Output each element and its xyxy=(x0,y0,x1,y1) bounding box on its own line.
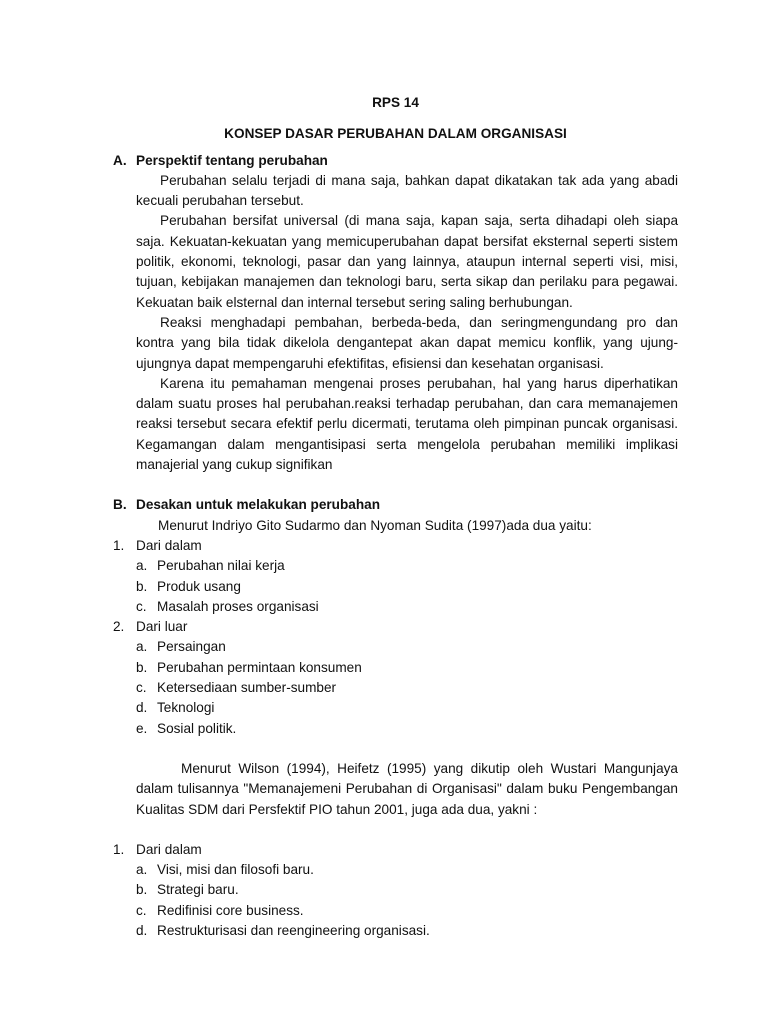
sub-letter: d. xyxy=(136,700,148,716)
sub-letter: b. xyxy=(136,659,148,675)
section-b-intro xyxy=(135,516,678,536)
list-item xyxy=(113,617,678,637)
sub-list-item xyxy=(136,860,678,880)
sub-text: Masalah proses organisasi xyxy=(157,598,319,614)
list-label: Dari luar xyxy=(136,619,188,635)
section-a-heading xyxy=(113,151,678,171)
spacer xyxy=(113,820,678,840)
paragraph: Perubahan selalu terjadi di mana saja, bahkan dapat dikatakan tak ada yang abadi kecuali perubahan tersebut. xyxy=(136,172,678,209)
sub-list-item xyxy=(136,921,678,941)
sub-list-item xyxy=(136,658,678,678)
sub-list-item xyxy=(136,698,678,718)
sub-list-item xyxy=(136,678,678,698)
sub-text: Persaingan xyxy=(157,639,226,655)
sub-text: Redifinisi core business. xyxy=(157,902,304,918)
sub-list-item xyxy=(136,597,678,617)
list-label: Dari dalam xyxy=(136,537,202,553)
section-b-heading xyxy=(113,495,678,515)
list-number: 1. xyxy=(113,537,125,553)
sub-letter: d. xyxy=(136,922,148,938)
list-label: Dari dalam xyxy=(136,841,202,857)
reasons-list-1 xyxy=(113,536,678,739)
paragraph: Menurut Wilson (1994), Heifetz (1995) yang dikutip oleh Wustari Mangunjaya dalam tulisannya "Memanajemeni Perubahan di Organisasi" dalam buku Pengembangan Kualitas SDM dari Persfektif PIO tahun 2001, juga ada dua, yakni : xyxy=(136,760,678,817)
sub-list-item xyxy=(136,901,678,921)
spacer xyxy=(113,475,678,495)
paragraph: Perubahan bersifat universal (di mana saja, kapan saja, serta dihadapi oleh siapa saja. Kekuatan-kekuatan yang memicuperubahan dapat bersifat eksternal seperti sistem politik, ekonomi, teknologi, pasar dan yang lainnya, ataupun internal seperti visi, misi, tujuan, kebijakan manajemen dan teknologi baru, serta sikap dan perilaku para pegawai. Kekuatan baik elsternal dan internal tersebut sering saling berhubungan. xyxy=(136,213,678,310)
list-item xyxy=(113,840,678,860)
sub-list-item xyxy=(136,556,678,576)
sub-list-item xyxy=(136,719,678,739)
section-b-body xyxy=(136,759,678,820)
intro-text: Menurut Indriyo Gito Sudarmo dan Nyoman Sudita (1997)ada dua yaitu: xyxy=(158,517,592,533)
sub-letter: c. xyxy=(136,680,147,696)
list-item xyxy=(113,536,678,556)
sub-letter: a. xyxy=(136,639,148,655)
sub-text: Visi, misi dan filosofi baru. xyxy=(157,862,314,878)
section-b-title: Desakan untuk melakukan perubahan xyxy=(136,497,381,513)
list-number: 2. xyxy=(113,619,125,635)
section-b-label: B. xyxy=(113,497,127,513)
sub-letter: b. xyxy=(136,882,148,898)
sub-letter: b. xyxy=(136,578,148,594)
sub-text: Perubahan nilai kerja xyxy=(157,558,285,574)
section-a-title: Perspektif tentang perubahan xyxy=(136,152,328,168)
sub-letter: a. xyxy=(136,558,148,574)
sub-text: Ketersediaan sumber-sumber xyxy=(157,680,337,696)
reasons-list-2 xyxy=(113,840,678,941)
list-number: 1. xyxy=(113,841,125,857)
sub-list-item xyxy=(136,637,678,657)
sub-list xyxy=(136,556,678,617)
paragraph: Reaksi menghadapi pembahan, berbeda-beda, dan seringmengundang pro dan kontra yang bila tidak dikelola dengantepat akan dapat memicu konflik, yang ujung-ujungnya dapat mempengaruhi efektifitas, efisiensi dan kesehatan organisasi. xyxy=(136,314,678,371)
spacer xyxy=(113,739,678,759)
sub-list xyxy=(136,860,678,941)
sub-letter: e. xyxy=(136,720,148,736)
sub-letter: c. xyxy=(136,902,147,918)
sub-letter: a. xyxy=(136,862,148,878)
section-a-label: A. xyxy=(113,152,127,168)
sub-text: Perubahan permintaan konsumen xyxy=(157,659,362,675)
sub-letter: c. xyxy=(136,598,147,614)
doc-title: KONSEP DASAR PERUBAHAN DALAM ORGANISASI xyxy=(224,126,567,142)
sub-list xyxy=(136,637,678,738)
sub-text: Teknologi xyxy=(157,700,215,716)
sub-text: Produk usang xyxy=(157,578,241,594)
sub-text: Restrukturisasi dan reengineering organisasi. xyxy=(157,922,430,938)
paragraph: Karena itu pemahaman mengenai proses perubahan, hal yang harus diperhatikan dalam suatu proses hal perubahan.reaksi terhadap perubahan, dan cara memanajemen reaksi tersebut secara efektif perlu dicermati, terutama oleh pimpinan puncak organisasi. Kegamangan dalam mengantisipasi serta mengelola perubahan memiliki implikasi manajerial yang cukup signifikan xyxy=(136,375,678,473)
sub-list-item xyxy=(136,880,678,900)
section-a-body xyxy=(136,171,678,475)
sub-text: Strategi baru. xyxy=(157,882,239,898)
sub-text: Sosial politik. xyxy=(157,720,237,736)
doc-code: RPS 14 xyxy=(372,95,419,110)
sub-list-item xyxy=(136,577,678,597)
